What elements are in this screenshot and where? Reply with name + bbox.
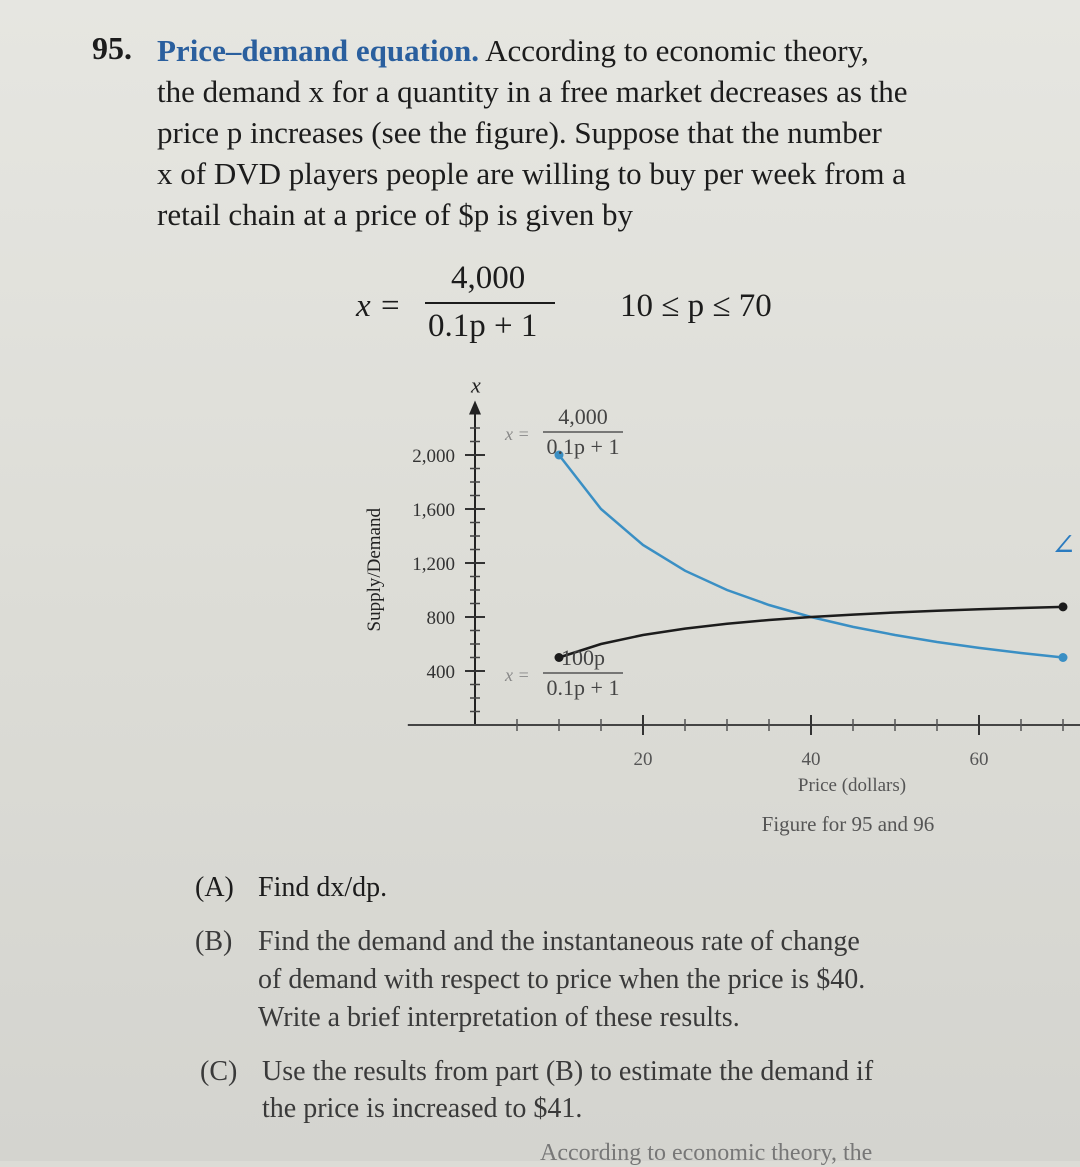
part-b-line-3: Write a brief interpretation of these results.: [258, 1002, 740, 1033]
problem-line-4: x of DVD players people are willing to buy per week from a: [157, 156, 906, 191]
demand-annotation-numerator: 4,000: [558, 404, 608, 429]
chart-layer: [364, 373, 1080, 837]
x-axis-title: Price (dollars): [797, 775, 907, 796]
part-b-line-2: of demand with respect to price when the price is $40.: [258, 964, 866, 995]
part-b-label: (B): [195, 926, 233, 957]
equation-lhs: x =: [356, 288, 402, 324]
demand-annotation-lhs: x =: [505, 424, 530, 444]
supply-annotation-denominator: 0.1p + 1: [546, 675, 620, 700]
y-axis-arrow: [469, 401, 481, 415]
supply-end-point: [1059, 602, 1068, 611]
problem-line-5: retail chain at a price of $p is given by: [157, 197, 634, 232]
supply-annotation-lhs: x =: [505, 665, 530, 685]
problem-text-1: According to economic theory,: [485, 33, 869, 68]
y-tick-label: 2,000: [412, 446, 455, 467]
problem-line-1: [157, 30, 1017, 71]
next-problem-fragment: According to economic theory, the: [540, 1140, 873, 1166]
problem-line-2: the demand x for a quantity in a free market decreases as the: [157, 74, 908, 109]
y-axis-title: Supply/Demand: [364, 508, 385, 632]
demand-annotation-denominator: 0.1p + 1: [546, 434, 620, 459]
problem-statement: [157, 30, 1017, 235]
equation-domain: 10 ≤ p ≤ 70: [620, 288, 772, 324]
equation-denominator: 0.1p + 1: [428, 308, 538, 344]
part-b-line-1: Find the demand and the instantaneous rate of change: [258, 926, 860, 957]
part-a-text: Find dx/dp.: [258, 872, 388, 903]
y-tick-label: 1,600: [412, 500, 455, 521]
page-edge-mark: ∠: [1050, 529, 1076, 562]
supply-annotation-numerator: 100p: [561, 645, 605, 670]
demand-end-point: [1059, 653, 1068, 662]
y-tick-label: 400: [426, 662, 455, 683]
x-tick-label: 20: [633, 749, 653, 770]
problem-number: 95.: [92, 30, 132, 66]
y-tick-label: 1,200: [412, 554, 455, 575]
y-axis-letter: x: [471, 372, 481, 398]
part-c-line-2: the price is increased to $41.: [262, 1093, 583, 1124]
y-tick-label: 800: [426, 608, 455, 629]
problem-line-3: price p increases (see the figure). Suppose that the number: [157, 115, 882, 150]
demand-curve: [559, 455, 1063, 658]
part-c-line-1: Use the results from part (B) to estimate the demand if: [262, 1056, 874, 1087]
x-tick-label: 40: [801, 749, 821, 770]
chart-container: [350, 372, 989, 836]
figure-caption: Figure for 95 and 96: [761, 812, 935, 836]
x-tick-label: 60: [969, 749, 989, 770]
part-c-label: (C): [200, 1056, 238, 1087]
equation-fraction-bar: [425, 302, 555, 304]
part-a-label: (A): [195, 872, 234, 903]
supply-demand-chart: [350, 372, 989, 836]
problem-title: Price–demand equation.: [157, 33, 480, 68]
equation-numerator: 4,000: [451, 260, 526, 296]
